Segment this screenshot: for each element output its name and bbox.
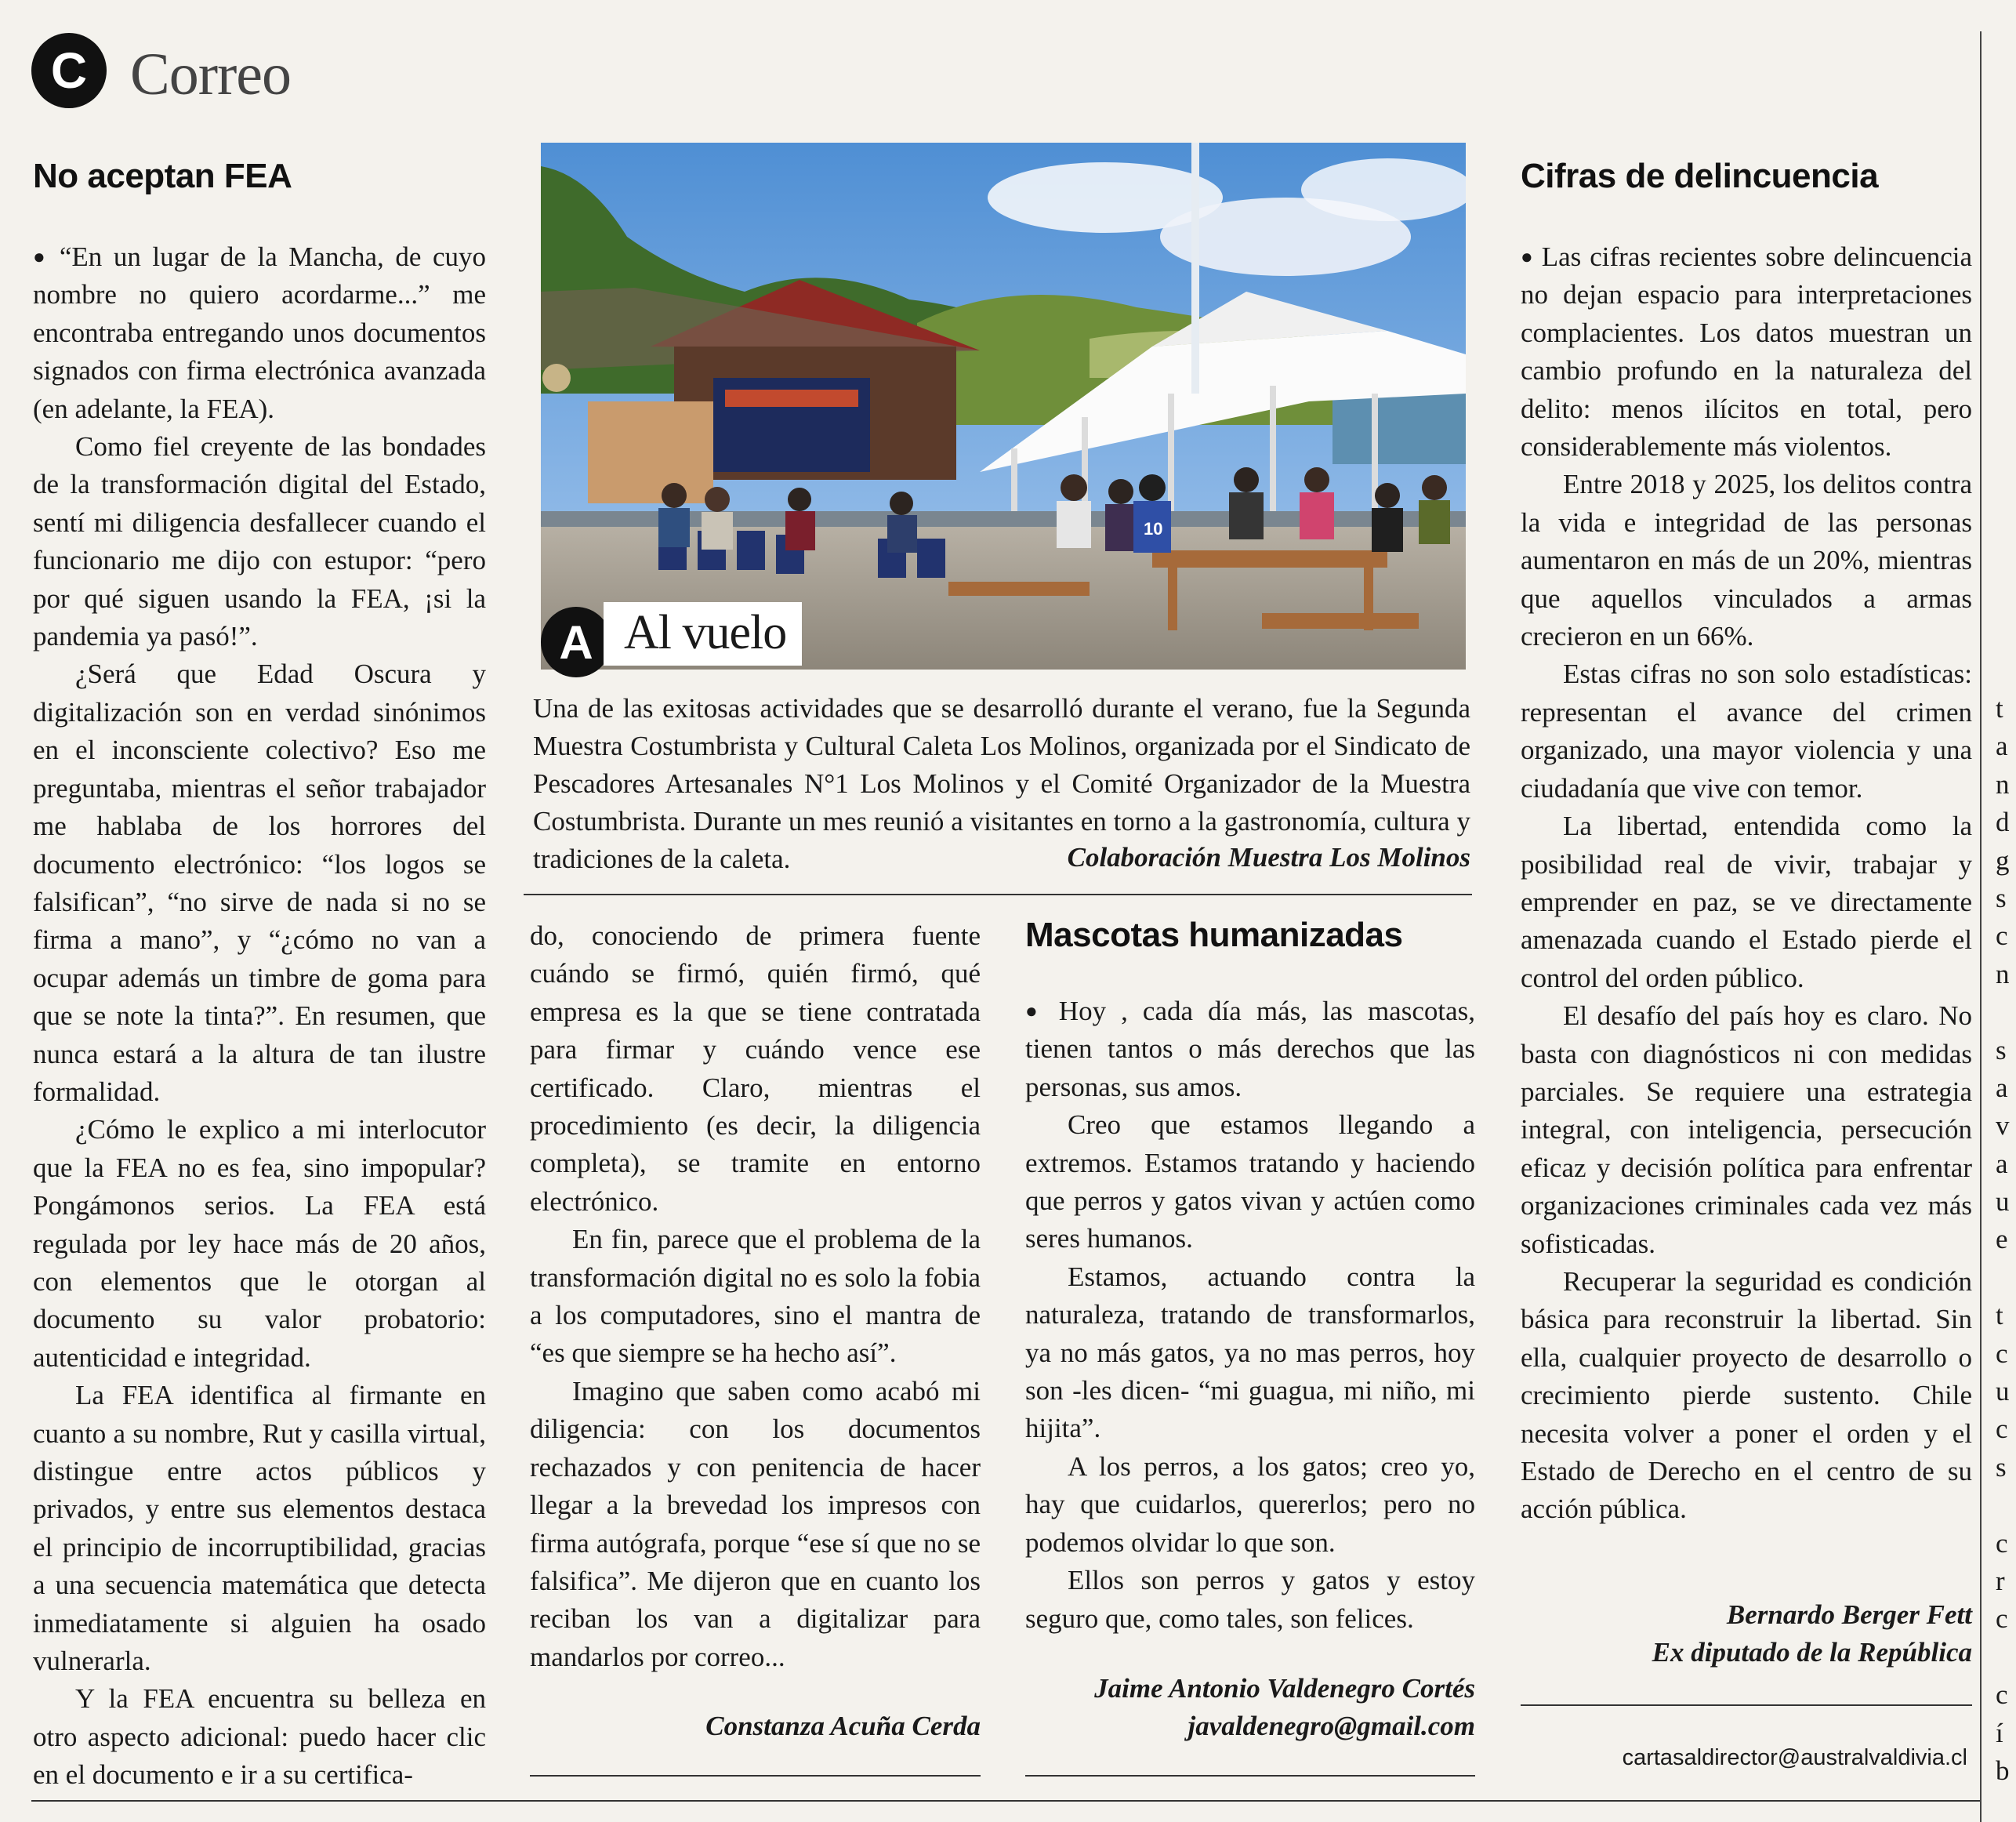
letter2-paragraph: Ellos son perros y gatos y estoy seguro que, como tales, son felices. (1025, 1565, 1475, 1634)
letter1-paragraph: Como fiel creyente de las bondades de la transformación digital del Estado, sentí mi diligencia desfallecer cuando el funcionario me dijo con estupor: “pero por qué siguen usando la FEA, ¡si la pandemia ya pasó!”. (33, 431, 486, 652)
edge-fragment: s (1996, 1034, 2007, 1065)
edge-fragment: n (1996, 768, 2010, 800)
edge-fragment: s (1996, 1451, 2007, 1483)
letter3-paragraph: Estas cifras no son solo estadísticas: representan el avance del crimen organizado, una mayor violencia y una ciudadanía que vive con temor. (1521, 659, 1972, 804)
letter1-column-2 (530, 917, 981, 1676)
edge-fragment (1996, 1259, 2010, 1297)
letter2-email: javaldenegro@gmail.com (1187, 1711, 1475, 1741)
event-photo (541, 143, 1466, 670)
edge-fragment: a (1996, 731, 2008, 762)
edge-fragment: t (1996, 1300, 2003, 1331)
letter1-paragraph: Imagino que saben como acabó mi diligencia: con los documentos rechazados y con penitencia de hacer llegar a la brevedad los impresos con firma autógrafa, porque “ese sí que no se falsifica”. Me dijeron que en cuanto los reciban los van a digitalizar para mandarlos por correo... (530, 1375, 981, 1672)
edge-fragment: c (1996, 1679, 2008, 1711)
jersey-number: 10 (1144, 519, 1163, 539)
letter3-column (1521, 238, 1972, 1529)
letter1-paragraph: do, conociendo de primera fuente cuándo se firmó, quién firmó, qué empresa es la que se tiene contratada para firmar y cuándo vence ese certificado. Claro, mientras el procedimiento (es decir, la diligencia completa), se tramite en entorno electrónico. (530, 920, 981, 1217)
page-edge-rule (1980, 31, 1982, 1822)
letter1-paragraph: ● “En un lugar de la Mancha, de cuyo nombre no quiero acordarme...” me encontraba entregando unos documentos signados con firma electrónica avanzada (en adelante, la FEA). (33, 238, 486, 428)
edge-fragment: r (1996, 1565, 2005, 1596)
edge-fragment (1996, 1486, 2010, 1524)
letter2-paragraph: ● Hoy , cada día más, las mascotas, tienen tantos o más derechos que las personas, sus amos. (1025, 993, 1475, 1106)
letter1-end-rule (530, 1775, 981, 1777)
edge-fragment: u (1996, 1186, 2010, 1218)
edge-fragment: c (1996, 1337, 2008, 1369)
letter1-column-1 (33, 238, 486, 1795)
photo-credit: Colaboración Muestra Los Molinos (1067, 842, 1470, 873)
letter2-end-rule (1025, 1775, 1475, 1777)
letter1-paragraph: ¿Cómo le explico a mi interlocutor que la FEA no es fea, sino impopular? Pongámonos serios. La FEA está regulada por ley hace más de 20 años, con elementos que le otorgan al documento su valor probatorio: autenticidad e integridad. (33, 1114, 486, 1373)
edge-fragment: c (1996, 920, 2008, 952)
letter1-paragraph: ¿Será que Edad Oscura y digitalización son en verdad sinónimos en el inconsciente colectivo? Eso me preguntaba, mientras el señor trabajador me hablaba de los horrores del documento electrónico: “los logos se falsifican”, “no sirve de nada si no se firma a mano”, y “¿cómo no van a ocupar además un timbre de goma para que se note la tinta?”. En resumen, que nunca estará a la altura de tan ilustre formalidad. (33, 659, 486, 1107)
headline-cifras-de-delincuencia: Cifras de delincuencia (1521, 157, 1879, 195)
letters-contact-email: cartasaldirector@australvaldivia.cl (1622, 1745, 1967, 1770)
letter1-author: Constanza Acuña Cerda (705, 1711, 981, 1741)
edge-fragment: e (1996, 1224, 2008, 1255)
feature-label: Al vuelo (604, 602, 802, 666)
letter2-author: Jaime Antonio Valdenegro Cortés (1094, 1673, 1475, 1704)
page-bottom-rule (31, 1800, 1980, 1802)
edge-fragment: u (1996, 1376, 2010, 1407)
section-logo: C (31, 33, 107, 108)
letter3-paragraph: ● Las cifras recientes sobre delincuencia no dejan espacio para interpretaciones complacientes. Los datos muestran un cambio profundo en la naturaleza del delito: menos ilícitos en total, pero considerablemente más violentos. (1521, 238, 1972, 466)
letter3-author-title: Ex diputado de la República (1652, 1637, 1972, 1668)
letter3-paragraph: La libertad, entendida como la posibilidad real de vivir, trabajar y emprender en paz, se ve directamente amenazada cuando el Estado pierde el control del orden público. (1521, 811, 1972, 993)
letter1-paragraph: La FEA identifica al firmante en cuanto a su nombre, Rut y casilla virtual, distingue entre actos públicos y privados, y entre sus elementos destaca el principio de incorruptibilidad, gracias a una secuencia matemática que detecta inmediatamente si alguien ha osado vulnerarla. (33, 1380, 486, 1677)
edge-fragment (1996, 993, 2010, 1031)
letter1-paragraph: Y la FEA encuentra su belleza en otro aspecto adicional: puedo hacer clic en el documento e ir a su certifica- (33, 1683, 486, 1791)
edge-fragment: í (1996, 1717, 2003, 1748)
letter3-author: Bernardo Berger Fett (1726, 1599, 1972, 1630)
edge-fragment: b (1996, 1755, 2010, 1786)
edge-fragment: n (1996, 958, 2010, 989)
headline-no-aceptan-fea: No aceptan FEA (33, 157, 292, 195)
edge-fragment (1996, 1639, 2010, 1676)
headline-mascotas-humanizadas: Mascotas humanizadas (1025, 916, 1403, 954)
next-column-fragments (1996, 690, 2010, 1790)
edge-fragment: v (1996, 1110, 2010, 1141)
feature-badge: A (541, 607, 611, 677)
letter2-column (1025, 993, 1475, 1638)
letter3-end-rule (1521, 1704, 1972, 1706)
edge-fragment: c (1996, 1414, 2008, 1445)
letter2-paragraph: A los perros, a los gatos; creo yo, hay que cuidarlos, quererlos; pero no podemos olvidar lo que son. (1025, 1450, 1475, 1558)
letter2-paragraph: Estamos, actuando contra la naturaleza, tratando de transformarlos, ya no más gatos, ya no mas perros, hoy son -les dicen- “mi guagua, mi niño, mi hijita”. (1025, 1261, 1475, 1444)
edge-fragment: c (1996, 1603, 2008, 1635)
section-title: Correo (130, 42, 292, 107)
letter3-paragraph: Recuperar la seguridad es condición básica para reconstruir la libertad. Sin ella, cualquier proyecto de desarrollo o crecimiento pierde sustento. Chile necesita volver a poner el orden y el Estado de Derecho en el centro de su acción pública. (1521, 1265, 1972, 1525)
edge-fragment: c (1996, 1527, 2008, 1559)
edge-fragment: g (1996, 844, 2010, 876)
edge-fragment: a (1996, 1072, 2008, 1103)
letter3-paragraph: El desafío del país hoy es claro. No basta con diagnósticos ni con medidas parciales. Se requiere una estrategia integral, con inteligencia, persecución eficaz y decisión política para enfrentar organizaciones criminales cada vez más sofisticadas. (1521, 1000, 1972, 1259)
edge-fragment: s (1996, 882, 2007, 913)
letter2-paragraph: Creo que estamos llegando a extremos. Estamos tratando y haciendo que perros y gatos vivan y actúen como seres humanos. (1025, 1109, 1475, 1254)
letter3-paragraph: Entre 2018 y 2025, los delitos contra la vida e integridad de las personas aumentaron en más de un 20%, mientras que aquellos vinculados a armas crecieron en un 66%. (1521, 469, 1972, 652)
edge-fragment: a (1996, 1148, 2008, 1179)
photo-caption: Una de las exitosas actividades que se desarrolló durante el verano, fue la Segunda Muestra Costumbrista y Cultural Caleta Los Molinos, organizada por el Sindicato de Pescadores Artesanales N°1 Los Molinos y el Comité Organizador de la Muestra Costumbrista. Durante un mes reunió a visitantes en torno a la gastronomía, cultura y tradiciones de la caleta. (533, 693, 1470, 874)
edge-fragment: t (1996, 693, 2003, 724)
edge-fragment: d (1996, 807, 2010, 838)
letter1-paragraph: En fin, parece que el problema de la transformación digital no es solo la fobia a los computadores, sino el mantra de “es que siempre se ha hecho así”. (530, 1224, 981, 1369)
photo-bottom-rule (524, 894, 1472, 895)
